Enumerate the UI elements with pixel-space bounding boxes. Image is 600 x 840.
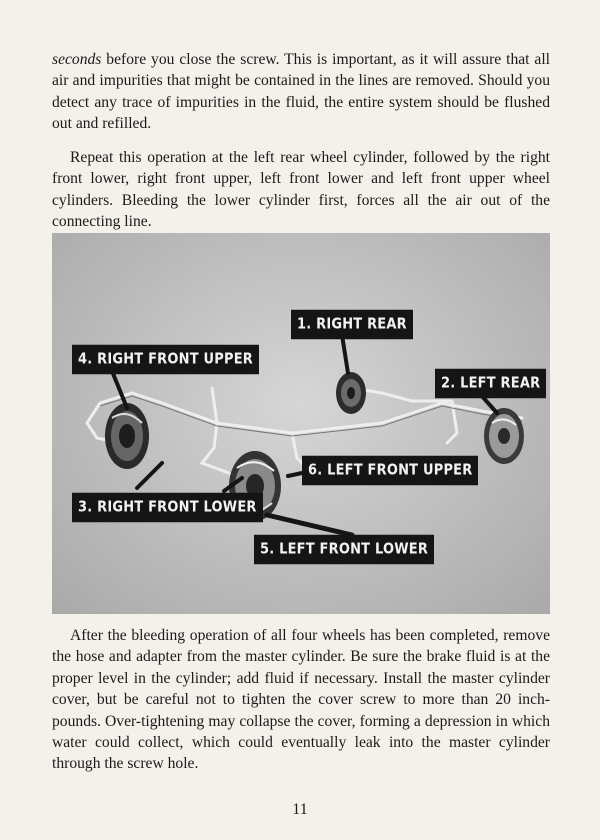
label-right-rear: 1. RIGHT REAR (291, 310, 413, 340)
paragraph-3: After the bleeding operation of all four wheels has been completed, remove the hose and adapter from the master cylinder. Be sure the brake fluid is at the proper level in the cylinder; add fluid if necessary. Install the master cylinder cover, but be careful not to tighten the cover screw to more than 20 inch-pounds. Over-tightening may collapse the cover, forming a depression in which water could collect, which could eventually leak into the master cylinder through the screw hole. (52, 627, 550, 773)
brake-system-photo (52, 233, 550, 614)
page-number: 11 (292, 801, 308, 818)
right-rear-drum (336, 372, 366, 414)
left-rear-drum (484, 408, 524, 464)
label-right-front-lower: 3. RIGHT FRONT LOWER (72, 493, 263, 523)
paragraph-2: Repeat this operation at the left rear wheel cylinder, followed by the right front lower, right front upper, left front lower and left front upper wheel cylinders. Bleeding the lower cylinder first, forces all the air out of the connecting line. (52, 149, 550, 231)
label-right-front-upper: 4. RIGHT FRONT UPPER (72, 345, 259, 375)
paragraph-1-text: before you close the screw. This is important, as it will assure that all air and impurities that might be contained in the lines are removed. Should you detect any trace of impurities in the fluid, the entire system should be flushed out and refilled. (52, 51, 550, 133)
paragraph-1-emphasis: seconds (52, 51, 102, 68)
label-left-rear: 2. LEFT REAR (435, 369, 546, 399)
label-left-front-upper: 6. LEFT FRONT UPPER (302, 456, 478, 486)
label-left-front-lower: 5. LEFT FRONT LOWER (254, 535, 434, 565)
right-front-drum (105, 403, 149, 469)
paragraph-1 (52, 49, 550, 135)
